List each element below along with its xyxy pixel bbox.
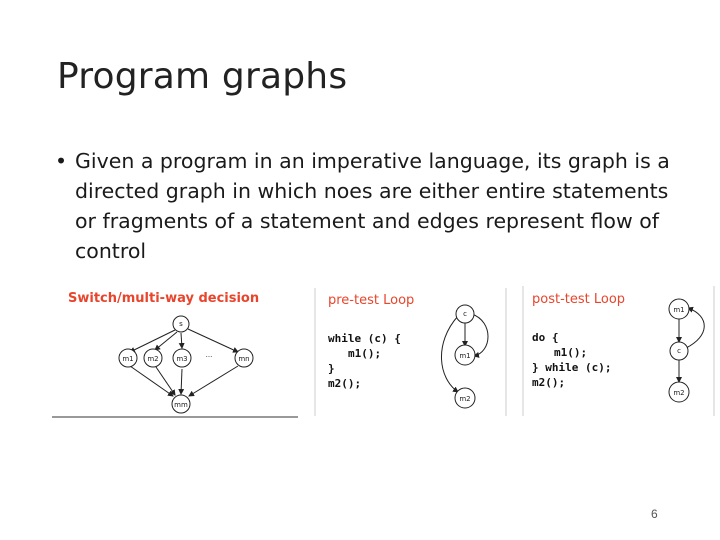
node-m2-label: m2 — [673, 389, 685, 397]
switch-decision-title: Switch/multi-way decision — [68, 291, 260, 306]
edge-s-mn — [188, 329, 238, 352]
bullet-item — [55, 146, 675, 266]
node-m1-label: m1 — [459, 352, 471, 360]
node-c-label: c — [677, 347, 681, 355]
edge-c-m1-loop — [686, 308, 704, 348]
edge-m1-mm — [130, 366, 173, 396]
node-m3-label: m3 — [176, 355, 188, 363]
node-m1-label: m1 — [673, 306, 685, 314]
node-bottom-label: mm — [174, 401, 188, 409]
switch-decision-graph — [52, 284, 298, 420]
pretest-loop-diagram — [314, 288, 508, 416]
pretest-code-line-1: while (c) { — [328, 332, 401, 345]
pretest-code-line-2: m1(); — [348, 347, 382, 360]
bullet-dot: • — [55, 149, 68, 173]
edge-m3-mm — [181, 369, 182, 394]
posttest-loop-diagram — [520, 286, 716, 416]
pretest-loop-panel — [314, 288, 508, 416]
pretest-code-line-3: } — [328, 362, 335, 375]
node-top-label: s — [179, 320, 183, 328]
node-m1-label: m1 — [122, 355, 134, 363]
posttest-loop-title: post-test Loop — [532, 292, 626, 307]
posttest-code-line-3: } while (c); — [532, 361, 612, 374]
slide-title: Program graphs — [57, 56, 348, 97]
page-number: 6 — [651, 507, 658, 521]
node-m2-label: m2 — [459, 395, 471, 403]
edge-mn-mm — [189, 366, 238, 396]
edge-m1-c-loop — [472, 314, 488, 356]
posttest-code-line-2: m1(); — [554, 346, 588, 359]
posttest-code-line-1: do { — [532, 331, 559, 344]
pretest-loop-title: pre-test Loop — [328, 293, 415, 308]
edge-s-m3 — [181, 333, 182, 348]
bullet-text: Given a program in an imperative language, its graph is a directed graph in which noes are either entire statements or fragments of a statement and edges represent flow of control — [75, 149, 670, 263]
node-c-label: c — [463, 310, 467, 318]
pretest-code-line-4: m2(); — [328, 377, 362, 390]
posttest-code-line-4: m2(); — [532, 376, 566, 389]
node-mn-label: mn — [238, 355, 250, 363]
posttest-loop-panel — [520, 286, 716, 416]
node-m2-label: m2 — [147, 355, 159, 363]
switch-decision-panel — [52, 284, 298, 420]
node-ellipsis-label: ... — [205, 351, 213, 359]
